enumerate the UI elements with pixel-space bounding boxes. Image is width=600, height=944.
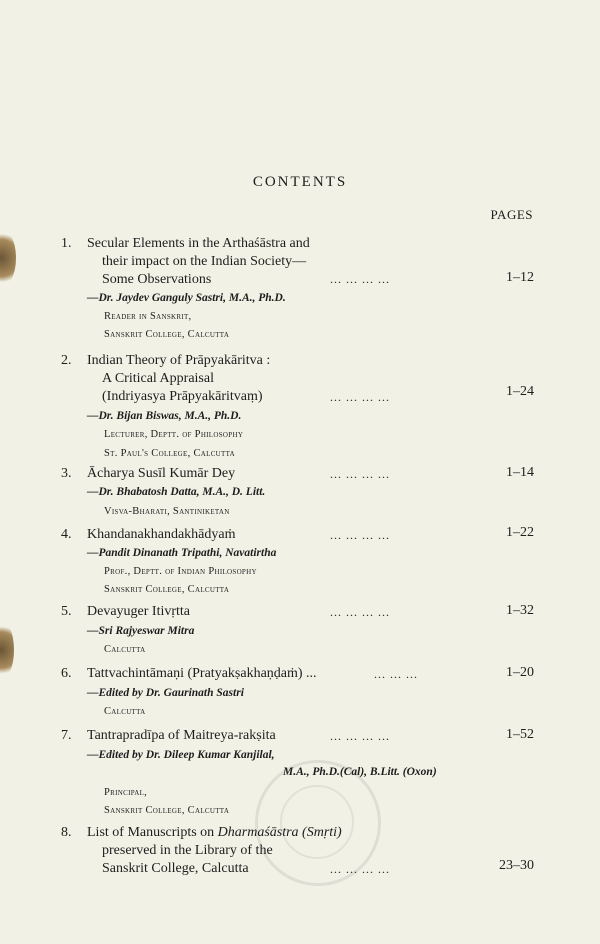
entry-author: —Pandit Dinanath Tripathi, Navatirtha xyxy=(87,547,277,559)
page-stain xyxy=(0,228,16,288)
entry-affiliation: Reader in Sanskrit, xyxy=(104,311,192,322)
page-range: 1–32 xyxy=(506,603,534,618)
entry-affiliation: Visva-Bharati, Santiniketan xyxy=(104,506,230,517)
entry-number: 7. xyxy=(61,728,72,743)
entry-title-line: (Indriyasya Prāpyakāritvaṃ) xyxy=(102,389,263,404)
entry-title-text: List of Manuscripts on xyxy=(87,825,218,840)
entry-affiliation: Calcutta xyxy=(104,706,146,717)
entry-title-line: preserved in the Library of the xyxy=(102,843,273,858)
leader-dots: ... ... ... ... xyxy=(330,605,390,619)
page-range: 1–24 xyxy=(506,384,534,399)
entry-number: 3. xyxy=(61,466,72,481)
entry-affiliation: Lecturer, Deptt. of Philosophy xyxy=(104,429,244,440)
leader-dots: ... ... ... ... xyxy=(330,467,390,481)
entry-affiliation: Calcutta xyxy=(104,644,146,655)
entry-author: —Edited by Dr. Gaurinath Sastri xyxy=(87,687,244,699)
page-range: 23–30 xyxy=(499,858,534,873)
entry-title-line xyxy=(87,824,342,842)
entry-affiliation: Sanskrit College, Calcutta xyxy=(104,329,230,340)
entry-title-line: Khandanakhandakhādyaṁ xyxy=(87,527,236,542)
leader-dots: ... ... ... xyxy=(374,667,418,681)
entry-title-italic: Dharmaśāstra (Smṛti) xyxy=(217,825,342,840)
entry-author: —Sri Rajyeswar Mitra xyxy=(87,625,195,637)
entry-title-line: Tantrapradīpa of Maitreya-rakṣita xyxy=(87,728,276,743)
entry-title-line: Sanskrit College, Calcutta xyxy=(102,861,249,876)
entry-title-line: Some Observations xyxy=(102,272,212,287)
pages-column-header: PAGES xyxy=(490,207,533,222)
leader-dots: ... ... ... ... xyxy=(330,729,390,743)
page-range: 1–52 xyxy=(506,727,534,742)
entry-affiliation: Sanskrit College, Calcutta xyxy=(104,805,230,816)
page-range: 1–14 xyxy=(506,465,534,480)
entry-number: 5. xyxy=(61,604,72,619)
entry-number: 2. xyxy=(61,353,72,368)
entry-number: 4. xyxy=(61,527,72,542)
entry-number: 8. xyxy=(61,825,72,840)
entry-author: —Dr. Bhabatosh Datta, M.A., D. Litt. xyxy=(87,486,266,498)
entry-title-line: Tattvachintāmaṇi (Pratyakṣakhaṇḍaṁ) ... xyxy=(87,666,317,681)
page-range: 1–20 xyxy=(506,665,534,680)
page-range: 1–12 xyxy=(506,270,534,285)
entry-author: —Edited by Dr. Dileep Kumar Kanjilal, xyxy=(87,749,275,761)
page-range: 1–22 xyxy=(506,525,534,540)
entry-author: —Dr. Bijan Biswas, M.A., Ph.D. xyxy=(87,410,242,422)
entry-number: 6. xyxy=(61,666,72,681)
entry-number: 1. xyxy=(61,236,72,251)
page-stain xyxy=(0,620,14,680)
entry-author: —Dr. Jaydev Ganguly Sastri, M.A., Ph.D. xyxy=(87,292,286,304)
entry-title-line: their impact on the Indian Society— xyxy=(102,254,307,269)
entry-title-line: Devayuger Itivṛtta xyxy=(87,604,191,619)
entry-title-line: A Critical Appraisal xyxy=(102,371,214,386)
entry-author-degrees: M.A., Ph.D.(Cal), B.Litt. (Oxon) xyxy=(283,766,437,778)
entry-affiliation: Principal, xyxy=(104,787,148,798)
entry-title-line: Indian Theory of Prāpyakāritva : xyxy=(87,353,271,368)
leader-dots: ... ... ... ... xyxy=(330,528,390,542)
entry-affiliation: Sanskrit College, Calcutta xyxy=(104,584,230,595)
entry-title-line: Secular Elements in the Arthaśāstra and xyxy=(87,236,310,251)
entry-title-line: Ācharya Susīl Kumār Dey xyxy=(87,466,236,481)
entry-affiliation: St. Paul's College, Calcutta xyxy=(104,448,235,459)
leader-dots: ... ... ... ... xyxy=(330,862,390,876)
page-title: CONTENTS xyxy=(252,174,348,190)
leader-dots: ... ... ... ... xyxy=(330,272,390,286)
entry-affiliation: Prof., Deptt. of Indian Philosophy xyxy=(104,566,257,577)
leader-dots: ... ... ... ... xyxy=(330,390,390,404)
